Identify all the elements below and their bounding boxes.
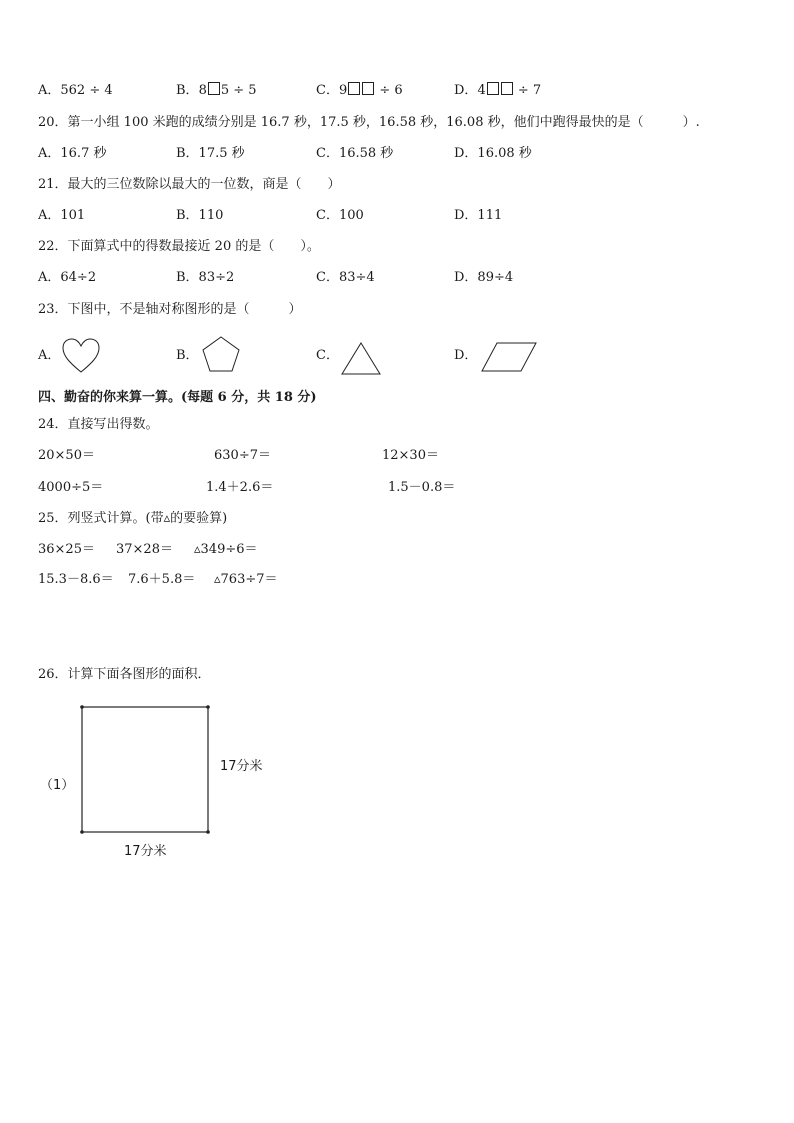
- q25-expr: 36×25＝: [38, 542, 95, 557]
- side-length-bottom: 17分米: [124, 844, 167, 859]
- q21-option-c: C．100: [316, 208, 364, 223]
- blank-box-icon: [487, 82, 499, 95]
- q21-option-b: B．110: [176, 208, 224, 223]
- q20-option-d: D．16.08 秒: [454, 146, 532, 161]
- option-pre: 4: [477, 83, 486, 98]
- q25-expr: 15.3－8.6＝: [38, 572, 114, 587]
- option-letter: C．: [316, 83, 339, 98]
- q22-option-c: C．83÷4: [316, 270, 375, 285]
- option-letter: D．: [454, 83, 478, 98]
- section-4-title: 四、勤奋的你来算一算。(每题 6 分，共 18 分): [38, 390, 317, 405]
- q23-option-d: D．: [454, 348, 478, 363]
- option-post: ÷ 6: [379, 83, 403, 98]
- heart-icon: [62, 338, 100, 374]
- q19-option-b: [176, 82, 257, 100]
- q23-option-b: B．: [176, 348, 199, 363]
- question-26: 26．计算下面各图形的面积．: [38, 667, 211, 682]
- q22-option-b: B．83÷2: [176, 270, 235, 285]
- q19-option-a: [38, 82, 113, 100]
- q24-expr: 12×30＝: [382, 448, 439, 463]
- question-20: 20．第一小组 100 米跑的成绩分别是 16.7 秒，17.5 秒，16.58 秒，16.08 秒，他们中跑得最快的是（ ）.: [38, 115, 700, 130]
- question-24: 24．直接写出得数。: [38, 417, 159, 432]
- option-letter: A．: [38, 83, 61, 98]
- blank-box-icon: [501, 82, 513, 95]
- q21-option-d: D．111: [454, 208, 503, 223]
- q25-expr: 37×28＝: [116, 542, 173, 557]
- q25-expr: ▵763÷7＝: [214, 572, 278, 587]
- triangle-icon: [341, 342, 381, 375]
- option-pre: 9: [338, 83, 348, 98]
- question-25: 25．列竖式计算。(带▵的要验算): [38, 511, 228, 526]
- square-figure: [78, 703, 212, 835]
- q22-option-d: D．89÷4: [454, 270, 514, 285]
- q23-option-c: C．: [316, 348, 339, 363]
- q20-option-b: B．17.5 秒: [176, 146, 245, 161]
- q19-option-d: [454, 82, 541, 100]
- blank-box-icon: [362, 82, 374, 95]
- pentagon-icon: [202, 336, 240, 372]
- q24-expr: 1.5－0.8＝: [388, 480, 456, 495]
- q23-option-a: A．: [38, 348, 61, 363]
- q25-expr: ▵349÷6＝: [194, 542, 258, 557]
- question-22: 22．下面算式中的得数最接近 20 的是（ ）。: [38, 239, 320, 254]
- option-letter: B．: [176, 83, 199, 98]
- q22-option-a: A．64÷2: [38, 270, 97, 285]
- option-text: 562 ÷ 4: [60, 83, 113, 98]
- option-pre: 8: [198, 83, 207, 98]
- question-23: 23．下图中，不是轴对称图形的是（ ）: [38, 302, 302, 317]
- option-post: ÷ 7: [517, 83, 542, 98]
- q19-option-c: [316, 82, 403, 100]
- q24-expr: 20×50＝: [38, 448, 95, 463]
- blank-box-icon: [208, 82, 220, 95]
- side-length-right: 17分米: [220, 759, 263, 774]
- question-21: 21．最大的三位数除以最大的一位数，商是（ ）: [38, 177, 341, 192]
- q24-expr: 4000÷5＝: [38, 480, 104, 495]
- q21-option-a: A．101: [38, 208, 86, 223]
- figure-number: （1）: [40, 778, 75, 793]
- q24-expr: 630÷7＝: [214, 448, 271, 463]
- q20-option-a: A．16.7 秒: [38, 146, 107, 161]
- option-post: 5 ÷ 5: [220, 83, 257, 98]
- q20-option-c: C．16.58 秒: [316, 146, 394, 161]
- q25-expr: 7.6＋5.8＝: [128, 572, 196, 587]
- parallelogram-icon: [481, 342, 537, 372]
- blank-box-icon: [348, 82, 360, 95]
- q24-expr: 1.4＋2.6＝: [206, 480, 274, 495]
